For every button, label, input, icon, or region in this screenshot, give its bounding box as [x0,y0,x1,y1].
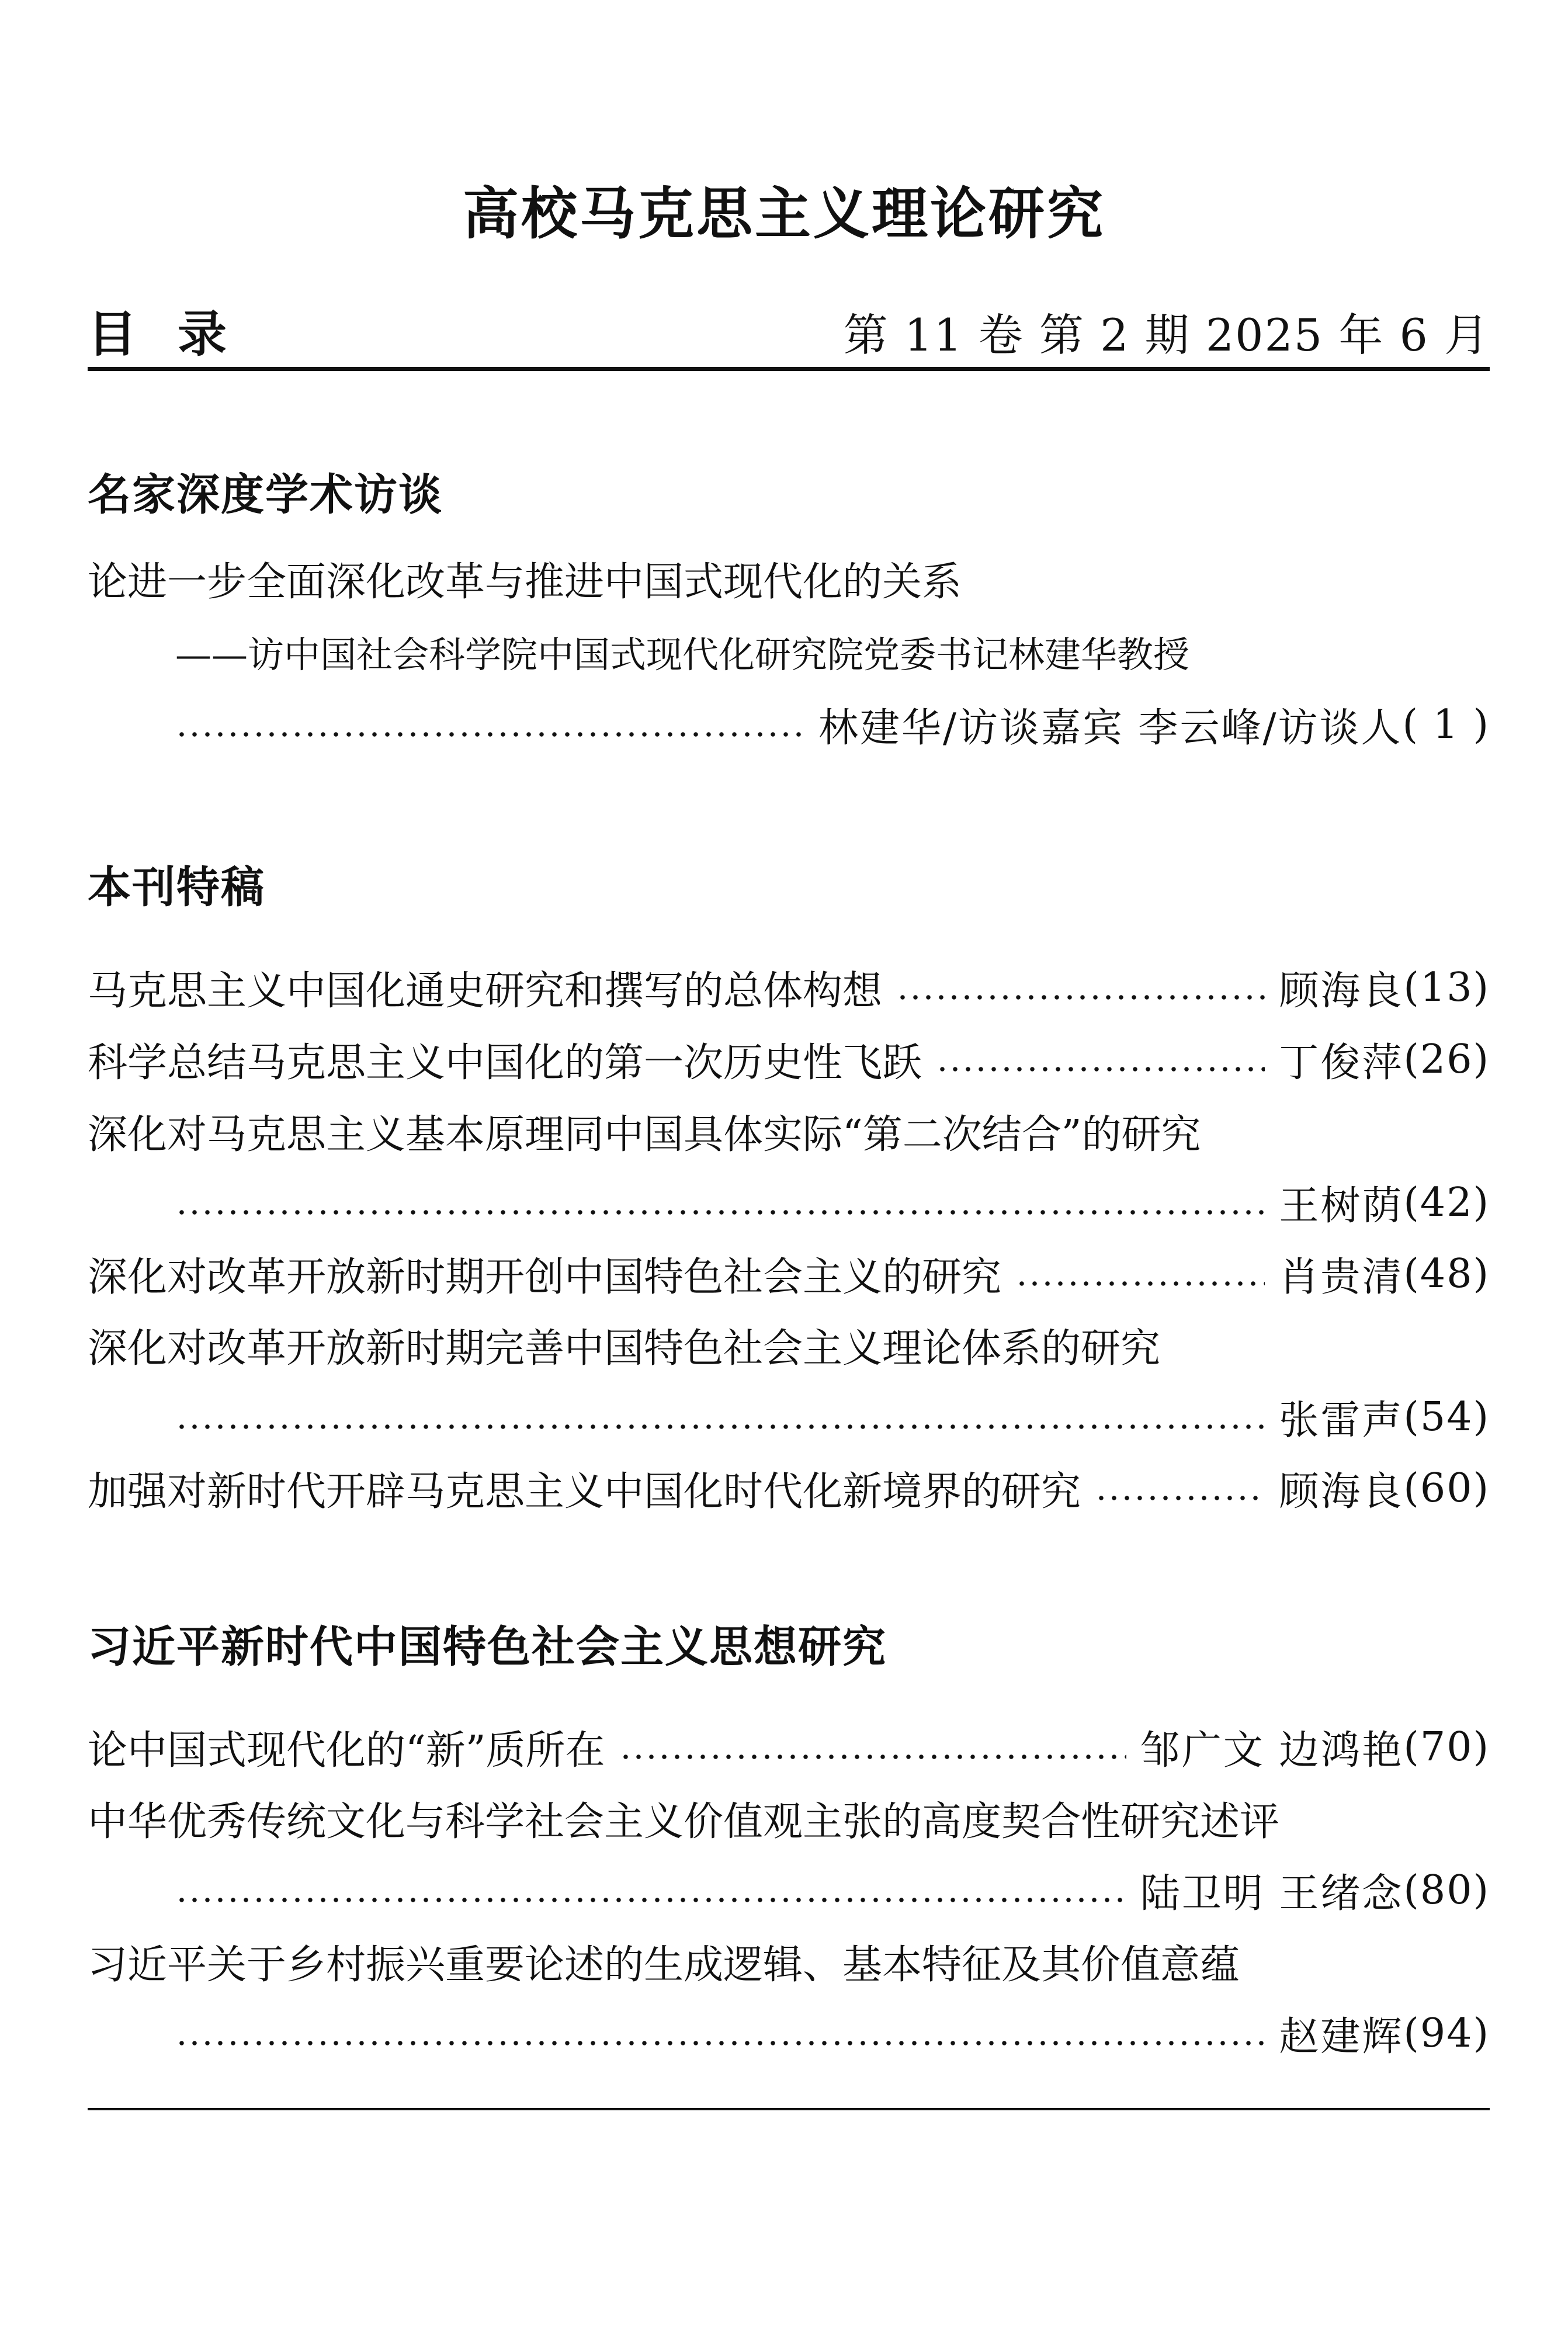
toc-entry-title[interactable] [88,1316,1490,1374]
entry-page: (94) [1403,2010,1490,2057]
toc-entry-title[interactable] [88,1102,1490,1160]
entry-title: 中华优秀传统文化与科学社会主义价值观主张的高度契合性研究述评 [88,1798,1280,1845]
entry-authors: 陆卫明 王绪念 [1140,1870,1404,1917]
leader-dots [175,2040,1265,2046]
entry-title: 习近平关于乡村振兴重要论述的生成逻辑、基本特征及其价值意蕴 [88,1941,1240,1988]
entry-page: (48) [1403,1250,1490,1297]
leader-dots [175,1209,1265,1215]
entry-page: (60) [1403,1465,1490,1511]
toc-entry-title[interactable] [88,1789,1490,1847]
entry-title: 科学总结马克思主义中国化的第一次历史性飞跃 [88,1039,922,1086]
toc-entry[interactable] [88,958,1490,1017]
journal-title: 高校马克思主义理论研究 [463,181,1105,247]
leader-dots [1015,1281,1265,1287]
toc-entry-meta[interactable] [175,1861,1490,1919]
entry-authors: 肖贵清 [1279,1254,1404,1301]
header-rule [88,367,1490,371]
section-title: 习近平新时代中国特色社会主义思想研究 [88,1622,887,1672]
leader-dots [936,1066,1265,1072]
leader-dots [1095,1495,1265,1501]
toc-entry-meta[interactable] [175,1388,1490,1446]
entry-title: 论中国式现代化的“新”质所在 [88,1727,605,1774]
entry-page: (80) [1403,1867,1490,1913]
entry-authors: 林建华/访谈嘉宾 李云峰/访谈人 [818,705,1403,751]
entry-title: 深化对马克思主义基本原理同中国具体实际“第二次结合”的研究 [88,1111,1201,1158]
toc-entry[interactable] [88,1030,1490,1088]
toc-entry[interactable] [88,1718,1490,1776]
entry-authors: 邹广文 边鸿艳 [1140,1727,1404,1774]
toc-entry-meta[interactable] [175,695,1490,754]
leader-dots [619,1754,1126,1760]
entry-authors: 张雷声 [1279,1397,1404,1444]
section-title: 本刊特稿 [88,862,265,913]
entry-page: ( 1 ) [1402,701,1490,748]
footer-rule [88,2108,1490,2110]
toc-header [88,295,1490,365]
toc-entry[interactable] [88,1459,1490,1517]
toc-entry[interactable] [88,1244,1490,1303]
toc-label: 目录 [88,306,268,363]
entry-title: 加强对新时代开辟马克思主义中国化时代化新境界的研究 [88,1468,1081,1515]
entry-page: (26) [1403,1036,1490,1083]
entry-title: 深化对改革开放新时期完善中国特色社会主义理论体系的研究 [88,1325,1161,1372]
section-title: 名家深度学术访谈 [88,470,443,520]
entry-title: 深化对改革开放新时期开创中国特色社会主义的研究 [88,1254,1002,1301]
entry-authors: 丁俊萍 [1279,1039,1404,1086]
issue-info: 第 11 卷 第 2 期 2025 年 6 月 [843,309,1490,361]
leader-dots [175,1897,1126,1903]
entry-authors: 王树荫 [1279,1183,1404,1229]
entry-subtitle: ——访中国社会科学院中国式现代化研究院党委书记林建华教授 [175,633,1190,676]
toc-entry-title[interactable] [88,1932,1490,1991]
leader-dots [175,1424,1265,1430]
entry-page: (13) [1403,964,1490,1011]
toc-entry-meta[interactable] [175,2004,1490,2062]
entry-authors: 赵建辉 [1279,2013,1404,2060]
entry-title: 论进一步全面深化改革与推进中国式现代化的关系 [88,559,962,605]
entry-page: (42) [1403,1179,1490,1226]
toc-entry-subtitle [175,622,1568,681]
leader-dots [896,994,1265,1000]
leader-dots [175,731,804,737]
toc-entry-meta[interactable] [175,1173,1490,1232]
toc-entry-title[interactable] [88,549,1490,608]
entry-title: 马克思主义中国化通史研究和撰写的总体构想 [88,968,883,1014]
entry-authors: 顾海良 [1279,1468,1404,1515]
entry-authors: 顾海良 [1279,968,1404,1014]
entry-page: (70) [1403,1724,1490,1770]
entry-page: (54) [1403,1393,1490,1440]
